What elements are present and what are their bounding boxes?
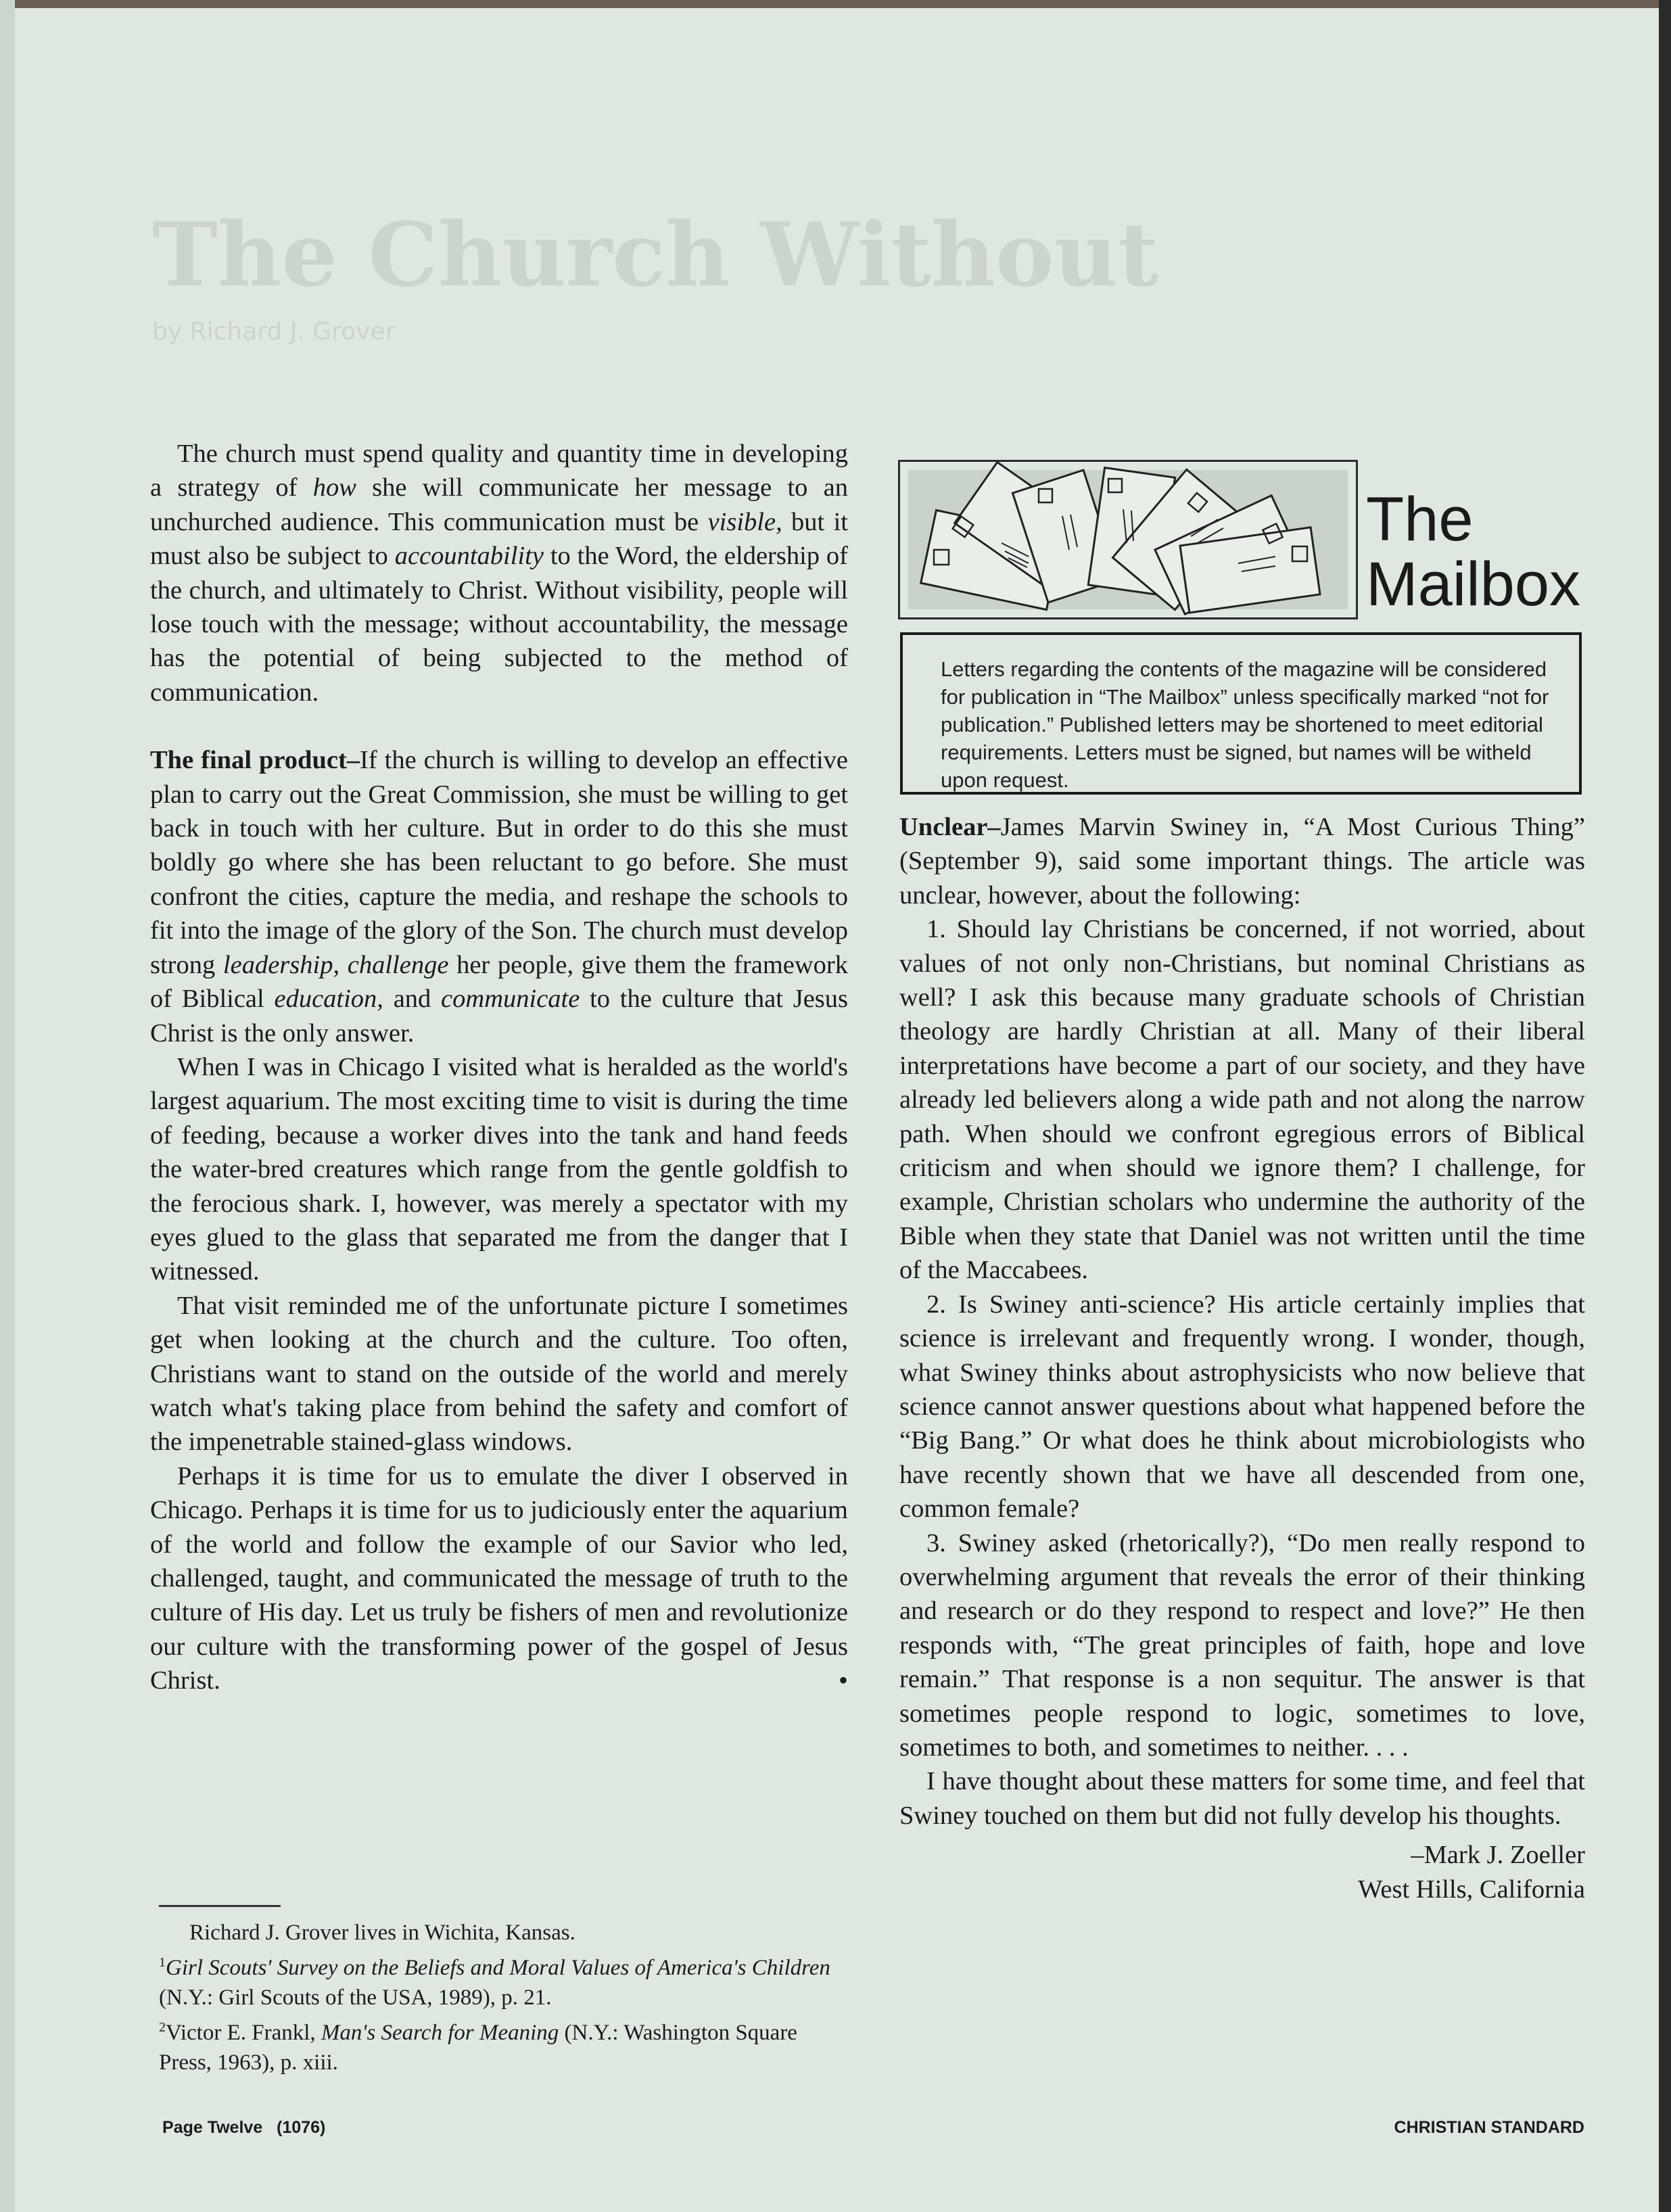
page-edge-right <box>1659 0 1671 2212</box>
show-through-byline: by Richard J. Grover <box>152 318 396 346</box>
section-lead: The final product– <box>150 746 360 775</box>
footnotes <box>159 1905 849 2077</box>
signature-name: –Mark J. Zoeller <box>1411 1841 1585 1870</box>
envelopes-illustration <box>898 460 1358 619</box>
signature-place: West Hills, California <box>1358 1875 1585 1904</box>
footnote-1: $^1$Girl Scouts' Survey on the Beliefs and Moral Values of America's Children (N.Y.: Girl Scouts of the USA, 1989), p. 21. <box>159 1955 830 2010</box>
article-left-column <box>150 437 848 1698</box>
footnote-2: $^2$Victor E. Frankl, Man's Search for Meaning (N.Y.: Washington Square Press, 1963), p. xiii. <box>159 2020 797 2075</box>
page-number: Page Twelve (1076) <box>162 2118 326 2137</box>
mailbox-letter-column <box>899 810 1585 1906</box>
paragraph-final-product: The final product–If the church is willing to develop an effective plan to carry out the Great Commission, she must be willing to get back in touch with her culture. But in order to do this she must boldly go where she has been reluctant to go before. She must confront the cities, capture the media, and reshape the schools to fit into the image of the glory of the Son. The church must develop strong leadership, challenge her people, give them the framework of Biblical education, and communicate to the culture that Jesus Christ is the only answer. <box>150 746 848 1048</box>
letter-signature <box>899 1838 1585 1906</box>
letter-intro: Unclear–James Marvin Swiney in, “A Most Curious Thing” (September 9), said some important things. The article was unclear, however, about the following: <box>899 813 1585 910</box>
paragraph-diver: Perhaps it is time for us to emulate the diver I observed in Chicago. Perhaps it is time for us to judiciously enter the aquarium of the world and follow the example of our Savior who led, challenged, taught, and communicated the message of truth to the culture of His day. Let us truly be fishers of men and revolutionize our culture with the transforming power of the gospel of Jesus Christ. • <box>150 1459 848 1698</box>
letter-point-2: 2. Is Swiney anti-science? His article certainly implies that science is irrelevant and frequently wrong. I wonder, though, what Swiney thinks about astrophysicists who now believe that science cannot answer questions about what happened before the “Big Bang.” Or what does he think about microbiologists who have recently shown that we have all descended from one, common female? <box>899 1290 1585 1524</box>
page-edge-top <box>0 0 1671 8</box>
author-note: Richard J. Grover lives in Wichita, Kansas. <box>189 1921 575 1945</box>
mailbox-heading: The Mailbox <box>1366 485 1581 619</box>
end-mark: • <box>838 1665 848 1696</box>
publication-name: CHRISTIAN STANDARD <box>1394 2118 1584 2137</box>
footnote-rule <box>159 1905 281 1907</box>
letter-closing: I have thought about these matters for some time, and feel that Swiney touched on them but did not fully develop his thoughts. <box>899 1767 1585 1830</box>
letter-point-1: 1. Should lay Christians be concerned, if not worried, about values of not only non-Christians, but nominal Christians as well? I ask this because many graduate schools of Christian theology are hardly Christian at all. Many of their liberal interpretations have become a part of our society, and they have already led believers along a wide path and not along the narrow path. When should we confront egregious errors of Biblical criticism and when should we ignore them? I challenge, for example, Christian scholars who undermine the authority of the Bible when they state that Daniel was not written until the time of the Maccabees. <box>899 915 1585 1285</box>
letter-lead: Unclear– <box>899 813 1001 841</box>
letter-point-3: 3. Swiney asked (rhetorically?), “Do men really respond to overwhelming argument that reveals the error of their thinking and research or do they respond to respect and love?” He then responds with, “The great principles of faith, hope and love remain.” That response is a non sequitur. The answer is that sometimes people respond to logic, sometimes to love, sometimes to both, and sometimes to neither. . . . <box>899 1528 1585 1762</box>
page-edge-left <box>0 0 15 2212</box>
paragraph-strategy: The church must spend quality and quantity time in developing a strategy of how she will communicate her message to an unchurched audience. This communication must be visible, but it must also be subject to accountability to the Word, the eldership of the church, and ultimately to Christ. Without visibility, people will lose touch with the message; without accountability, the message has the potential of being subjected to the method of communication. <box>150 440 848 707</box>
paragraph-church-culture: That visit reminded me of the unfortunate picture I sometimes get when looking at the church and the culture. Too often, Christians want to stand on the outside of the world and merely watch what's taking place from behind the safety and comfort of the impenetrable stained-glass windows. <box>150 1291 848 1457</box>
paragraph-aquarium: When I was in Chicago I visited what is heralded as the world's largest aquarium. The most exciting time to visit is during the time of feeding, because a worker dives into the tank and hand feeds the water-bred creatures which range from the gentle goldfish to the ferocious shark. I, however, was merely a spectator with my eyes glued to the glass that separated me from the danger that I witnessed. <box>150 1052 848 1286</box>
envelopes-icon <box>900 462 1356 617</box>
show-through-title: The Church Without <box>152 203 1159 306</box>
mailbox-notice: Letters regarding the contents of the magazine will be considered for publication in “The Mailbox” unless specifically marked “not for publication.” Published letters may be shortened to meet editorial requirements. Letters must be signed, but names will be witheld upon request. <box>900 632 1582 795</box>
